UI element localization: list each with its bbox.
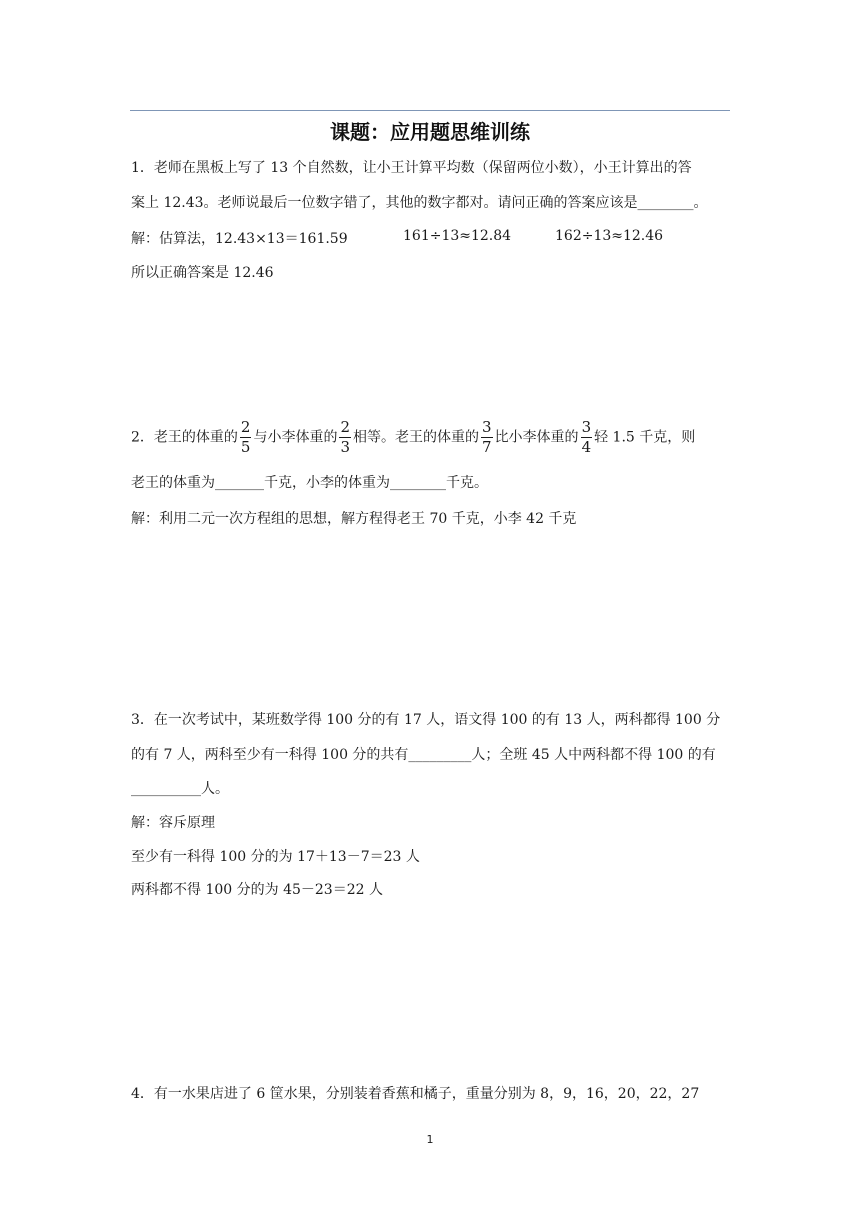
q2-fraction-1-denominator: 5	[240, 438, 251, 456]
q2-text-2: 与小李体重的	[253, 429, 338, 446]
q2-fraction-4-numerator: 3	[581, 418, 592, 436]
page-number: 1	[426, 1133, 434, 1146]
q2-line-1	[131, 418, 695, 457]
q1-solution-b: 161÷13≈12.84	[403, 228, 512, 244]
q2-fraction-1	[240, 418, 252, 457]
page-title: 课题：应用题思维训练	[330, 120, 530, 144]
q2-fraction-3	[481, 418, 493, 457]
q2-text-5: 轻 1.5 千克，则	[594, 429, 696, 446]
q2-fraction-3-denominator: 7	[482, 438, 492, 456]
q2-line-2: 老王的体重为_______千克，小李的体重为________千克。	[131, 475, 488, 491]
q3-line-2: 的有 7 人，两科至少有一科得 100 分的共有_________人；全班 45 人中两科都不得 100 的有	[131, 747, 716, 763]
q3-solution-method: 解：容斥原理	[131, 815, 215, 831]
q2-fraction-2	[339, 418, 351, 457]
q2-fraction-1-numerator: 2	[240, 418, 251, 436]
q1-solution-a: 解：估算法，12.43×13＝161.59	[131, 231, 348, 247]
q2-fraction-2-numerator: 2	[340, 418, 351, 436]
q1-line-2: 案上 12.43。老师说最后一位数字错了，其他的数字都对。请问正确的答案应该是________。	[131, 195, 708, 211]
q2-text-4: 比小李体重的	[494, 429, 579, 446]
q2-text-3: 相等。老王的体重的	[353, 429, 480, 446]
q3-solution-step-2: 两科都不得 100 分的为 45－23＝22 人	[131, 882, 383, 898]
q4-line-1: 4．有一水果店进了 6 筐水果，分别装着香蕉和橘子，重量分别为 8，9，16，20，22，27	[131, 1086, 700, 1102]
q3-line-3: __________人。	[131, 781, 229, 797]
q2-fraction-4-denominator: 4	[581, 438, 592, 456]
q1-line-1: 1．老师在黑板上写了 13 个自然数，让小王计算平均数（保留两位小数），小王计算出的答	[131, 160, 692, 176]
q2-text-1: 2．老王的体重的	[131, 429, 238, 446]
q2-solution: 解：利用二元一次方程组的思想，解方程得老王 70 千克，小李 42 千克	[131, 511, 577, 527]
header-rule	[130, 110, 730, 111]
q3-line-1: 3．在一次考试中，某班数学得 100 分的有 17 人，语文得 100 的有 13 人，两科都得 100 分	[131, 712, 721, 728]
q1-solution-c: 162÷13≈12.46	[555, 228, 664, 244]
q2-fraction-2-denominator: 3	[340, 438, 351, 456]
q1-solution-conclusion: 所以正确答案是 12.46	[131, 265, 274, 281]
q3-solution-step-1: 至少有一科得 100 分的为 17＋13－7＝23 人	[131, 849, 420, 865]
q2-fraction-4	[581, 418, 593, 457]
q2-fraction-3-numerator: 3	[482, 418, 492, 436]
